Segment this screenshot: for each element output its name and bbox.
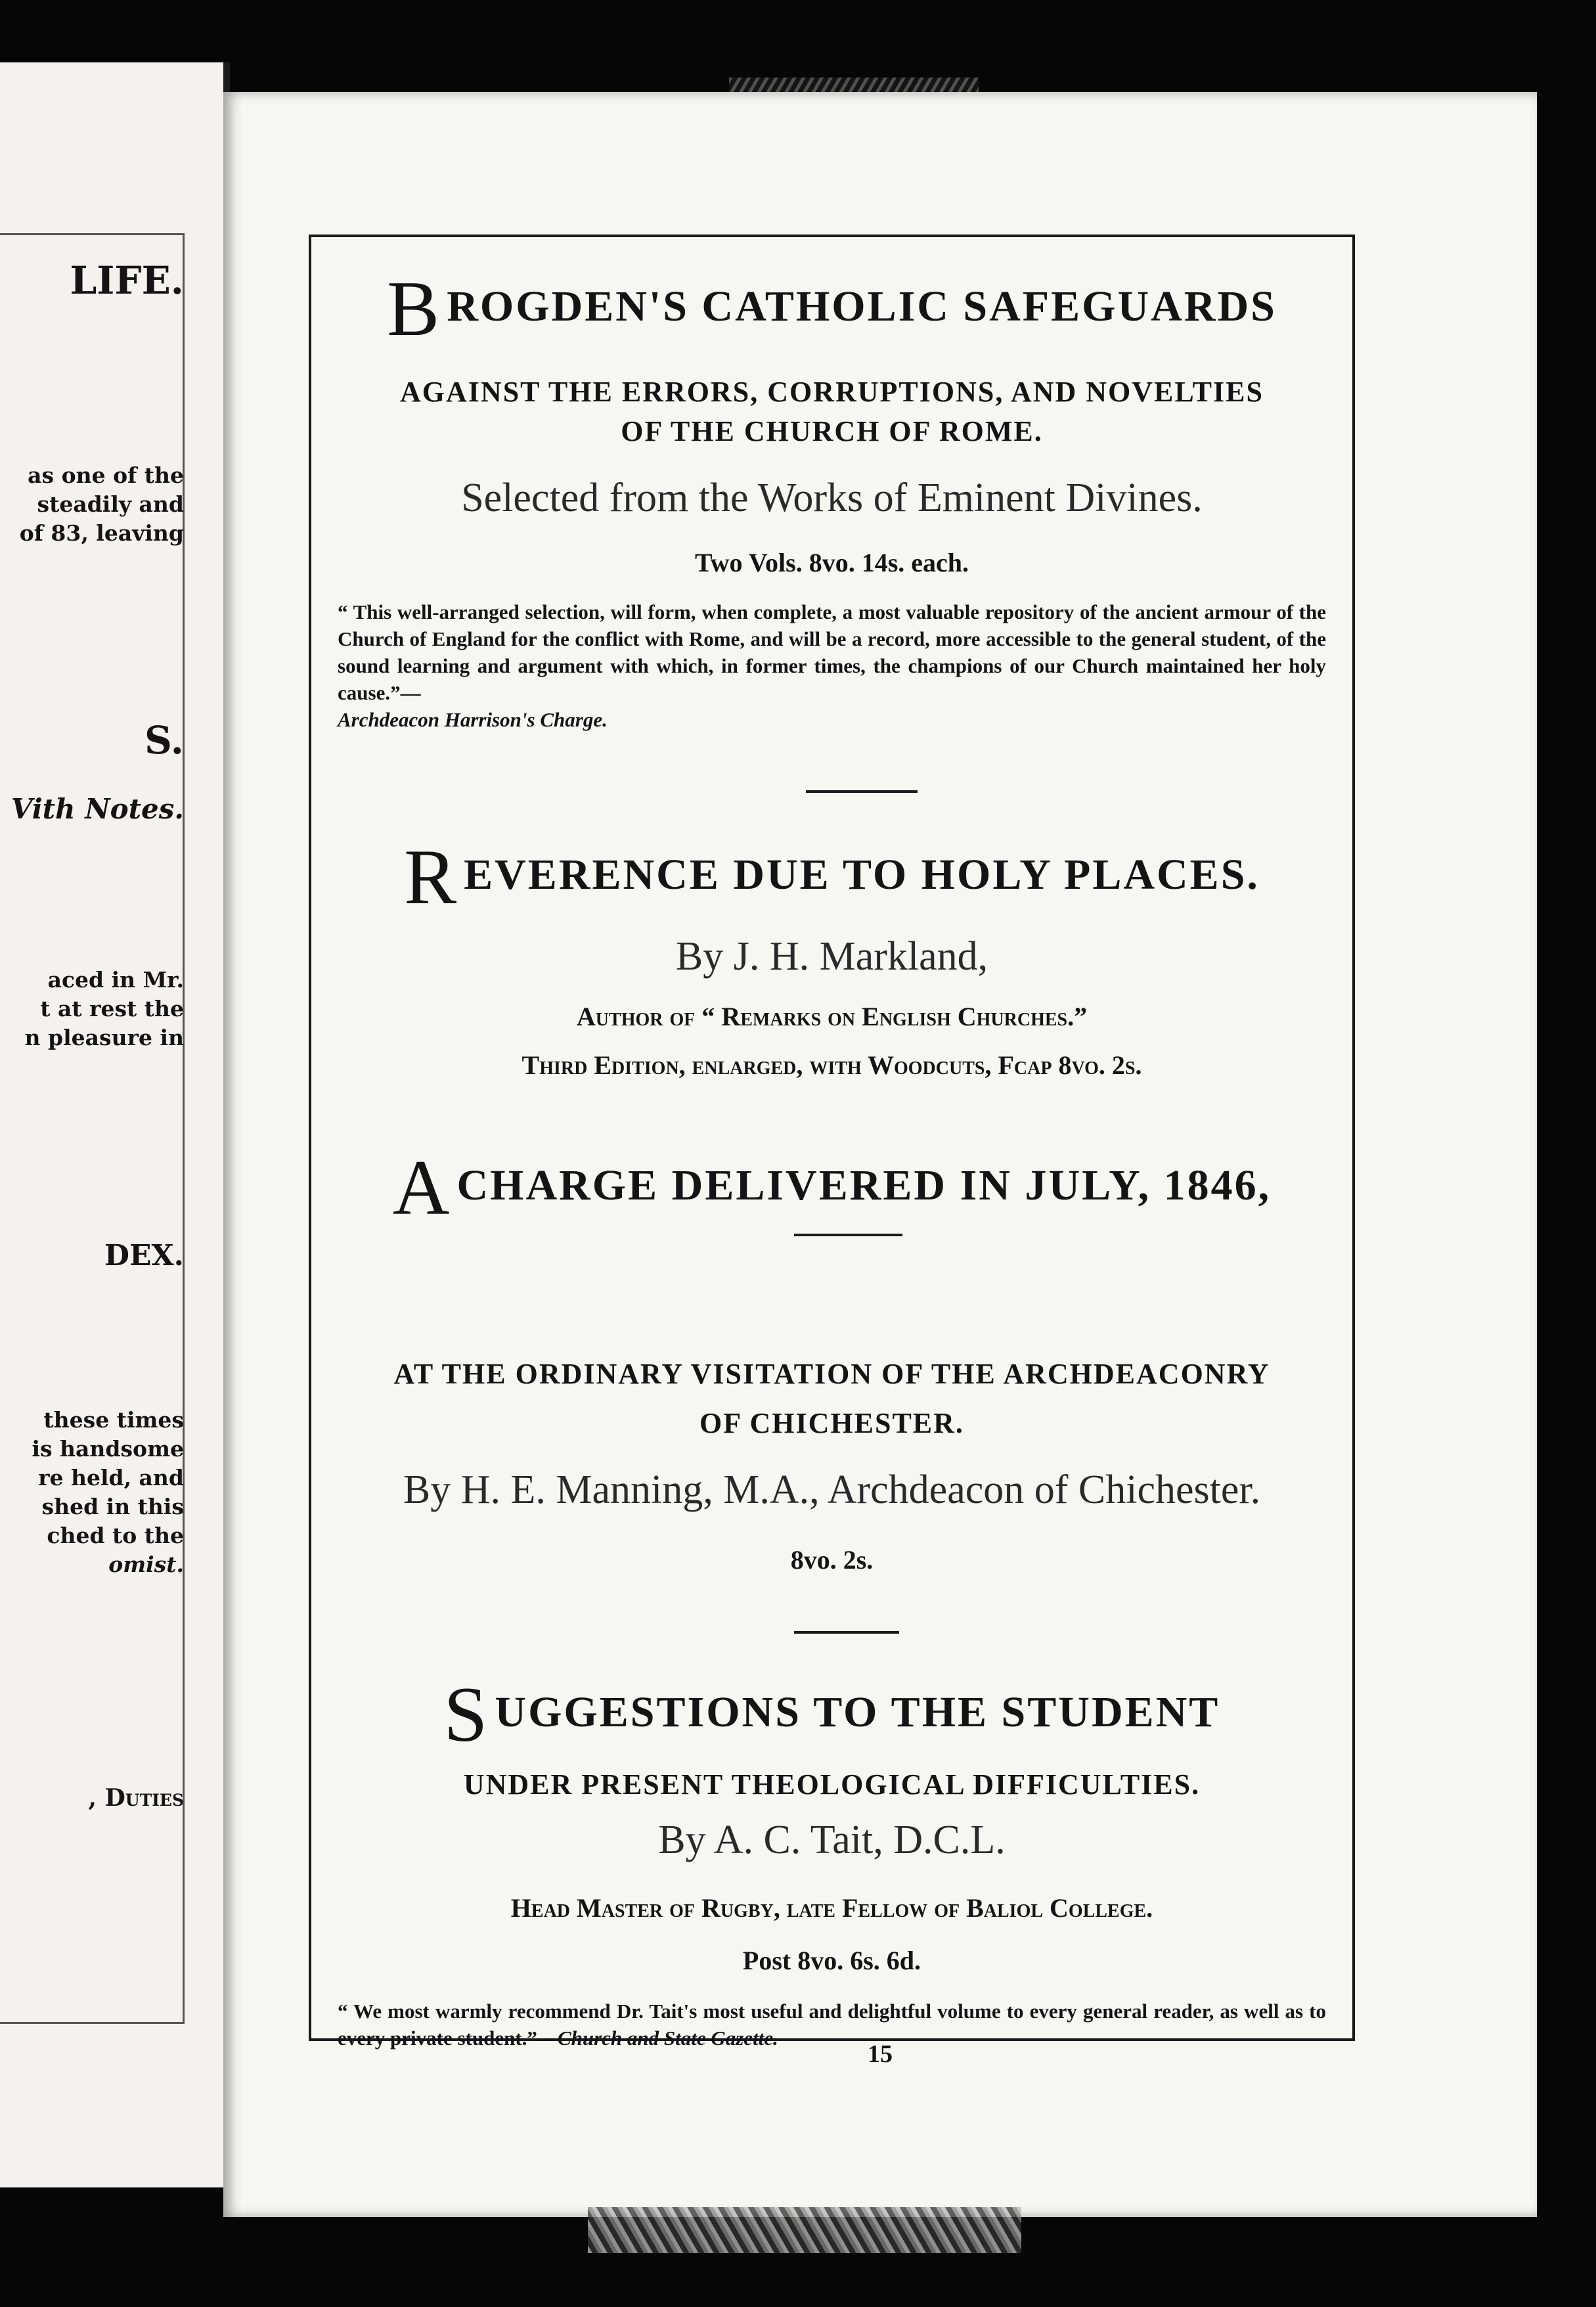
book-edge-ornament: [588, 2207, 1021, 2253]
advertisement-frame: [309, 235, 1355, 2049]
ad3-title-text: CHARGE DELIVERED IN JULY, 1846,: [456, 1161, 1272, 1209]
left-page-line: as one of the: [28, 462, 184, 488]
left-page-line: steadily and: [37, 491, 184, 517]
ad3-title: [311, 1142, 1352, 1233]
ad1-title-text: ROGDEN'S CATHOLIC SAFEGUARDS: [447, 282, 1277, 330]
ad4-author: By A. C. Tait, D.C.L.: [658, 1818, 1006, 1862]
ad4-title: [311, 1669, 1352, 1760]
ad1-selected-line: Selected from the Works of Eminent Divines.: [461, 476, 1203, 520]
left-page-line: t at rest the: [40, 996, 184, 1021]
ad3-price: 8vo. 2s.: [790, 1545, 874, 1575]
ad3-dropcap: A: [392, 1144, 452, 1231]
ad1-title: [311, 263, 1352, 354]
ad2-line-1: Author of “ Remarks on English Churches.”: [576, 1002, 1088, 1031]
left-page-line: , Duties: [88, 1784, 184, 1812]
ad4-subtitle: UNDER PRESENT THEOLOGICAL DIFFICULTIES.: [463, 1768, 1201, 1801]
divider-rule: [794, 1631, 899, 1634]
ad1-quote: [338, 598, 1326, 733]
left-page-line: of 83, leaving: [19, 520, 184, 546]
left-page-line: DEX.: [104, 1239, 184, 1272]
divider-rule: [794, 1234, 902, 1236]
ad1-quote-source: Archdeacon Harrison's Charge.: [338, 708, 608, 731]
ad3-author: By H. E. Manning, M.A., Archdeacon of Chichester.: [403, 1467, 1261, 1512]
ad2-title-text: EVERENCE DUE TO HOLY PLACES.: [464, 851, 1260, 899]
ad4-quote-source: Church and State Gazette.: [557, 2027, 778, 2049]
ad2-title: [311, 832, 1352, 922]
left-page-line: omist.: [108, 1552, 184, 1577]
right-page: [223, 92, 1537, 2217]
ad1-dropcap: B: [387, 265, 442, 352]
ad2-author: By J. H. Markland,: [675, 934, 988, 979]
ad1-quote-text: “ This well-arranged selection, will form, when complete, a most valuable repository of the ancient armour of the Church of England for the conflict with Rome, and will be a record, more accessible to the general student, of the sound learning and argument with which, in former times, the champions of our Church maintained her holy cause.”—: [338, 600, 1326, 704]
ad4-title-text: UGGESTIONS TO THE STUDENT: [495, 1688, 1220, 1736]
ad3-subtitle-1: AT THE ORDINARY VISITATION OF THE ARCHDEACONRY: [393, 1358, 1270, 1390]
left-page-line: LIFE.: [70, 258, 184, 303]
ad4-price: Post 8vo. 6s. 6d.: [742, 1946, 921, 1975]
ad2-dropcap: R: [404, 833, 459, 920]
left-page-line: S.: [144, 718, 184, 763]
ad4-dropcap: S: [443, 1670, 490, 1758]
left-page-line: aced in Mr.: [47, 967, 184, 993]
left-page-line: n pleasure in: [24, 1025, 184, 1050]
ad4-quote-text: “ We most warmly recommend Dr. Tait's most useful and delightful volume to every general reader, as well as to every private student.”—: [338, 2000, 1326, 2049]
ad1-subtitle-2: OF THE CHURCH OF ROME.: [621, 415, 1043, 447]
left-page-line: Vith Notes.: [11, 793, 184, 825]
ad1-subtitle-1: AGAINST THE ERRORS, CORRUPTIONS, AND NOVELTIES: [400, 376, 1264, 408]
left-page-line: re held, and: [38, 1465, 184, 1490]
ad2-line-2: Third Edition, enlarged, with Woodcuts, Fcap 8vo. 2s.: [521, 1050, 1142, 1080]
divider-rule: [806, 790, 918, 793]
left-page: [0, 62, 230, 2187]
left-page-line: these times: [43, 1407, 184, 1433]
ad4-line-1: Head Master of Rugby, late Fellow of Baliol College.: [510, 1893, 1153, 1923]
left-page-line: ched to the: [47, 1523, 184, 1548]
page-number: 15: [868, 2040, 893, 2068]
left-page-line: is handsome: [32, 1436, 184, 1462]
ad3-subtitle-2: OF CHICHESTER.: [699, 1407, 964, 1439]
left-page-line: shed in this: [41, 1494, 184, 1519]
ad1-price: Two Vols. 8vo. 14s. each.: [694, 548, 969, 577]
